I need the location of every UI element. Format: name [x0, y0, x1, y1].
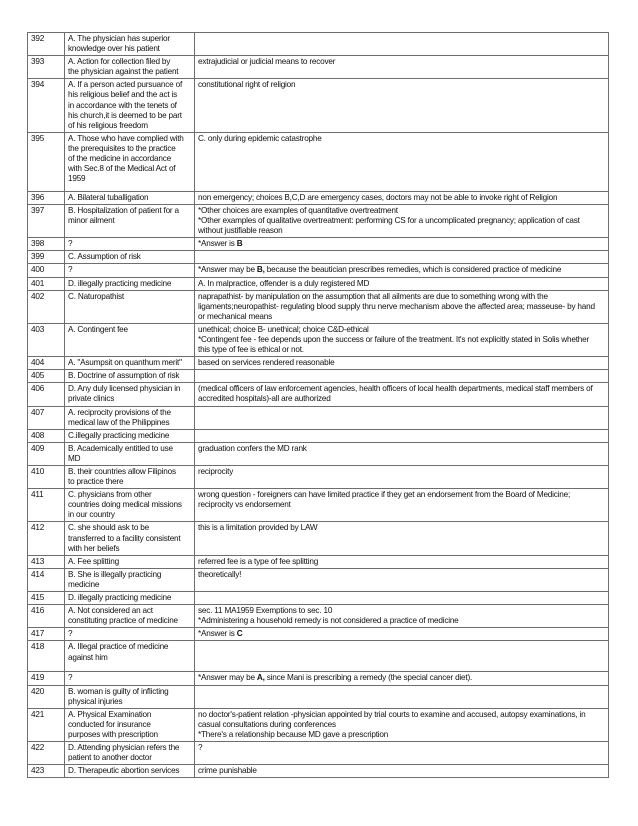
explanation-line: or mechanical means: [198, 311, 273, 321]
answer-choice: [65, 290, 195, 323]
explanation-line: graduation confers the MD rank: [198, 443, 307, 453]
answer-choice-line: constituting practice of medicine: [68, 616, 178, 626]
table-row: [28, 251, 609, 264]
answer-choice-line: private clinics: [68, 394, 115, 404]
explanation-line: constitutional right of religion: [198, 80, 296, 90]
explanation: [195, 429, 609, 442]
explanation: [195, 741, 609, 764]
explanation-line: C. only during epidemic catastrophe: [198, 133, 322, 143]
explanation-line: wrong question - foreigners can have limited practice if they get an endorsement from the Board of Medicine;: [198, 490, 571, 500]
explanation-line: ligaments;neuropathist- regulating blood supply thru nerve mechanism above the affected area; masseuse- by hand: [198, 301, 595, 311]
table-row: [28, 741, 609, 764]
answer-choice-line: A. Physical Examination: [68, 709, 152, 719]
answer-letter: B,: [256, 265, 265, 275]
answer-choice-line: D. Therapeutic abortion services: [68, 766, 180, 776]
explanation-text: *Answer is: [198, 629, 237, 639]
explanation: [195, 264, 609, 277]
explanation-line: *Contingent fee - fee depends upon the success or failure of the treatment. It's not explicitly stated in Solis whether: [198, 334, 590, 344]
question-number: 394: [28, 79, 65, 132]
question-number: 399: [28, 251, 65, 264]
answer-choice: [65, 741, 195, 764]
answer-choice: [65, 489, 195, 522]
table-row: [28, 466, 609, 489]
answer-letter: C: [236, 629, 243, 639]
explanation: [195, 672, 609, 685]
answer-choice-line: A. Illegal practice of medicine: [68, 642, 169, 652]
answer-choice-line: the prerequisites to the practice: [68, 143, 176, 153]
table-row: [28, 568, 609, 591]
question-number: 416: [28, 605, 65, 628]
answer-choice: [65, 685, 195, 708]
table-row: [28, 628, 609, 641]
answer-choice-line: D. Attending physician refers the: [68, 742, 180, 752]
answer-choice-line: A. reciprocity provisions of the: [68, 407, 171, 417]
answer-choice: [65, 592, 195, 605]
table-row: [28, 370, 609, 383]
explanation: [195, 765, 609, 778]
answer-choice-line: of the medicine in accordance: [68, 154, 171, 164]
answer-choice-line: B. Academically entitled to use: [68, 443, 173, 453]
answer-choice-line: A. Fee splitting: [68, 556, 119, 566]
answer-choice-line: A. Not considered an act: [68, 606, 153, 616]
table-row: [28, 323, 609, 356]
answer-choice-line: A. Action for collection filed by: [68, 57, 171, 67]
answer-choice-line: physical injuries: [68, 696, 123, 706]
answer-choice-line: his church,it is deemed to be part: [68, 110, 182, 120]
answer-choice-line: A. If a person acted pursuance of: [68, 80, 183, 90]
answer-choice-line: A. "Asumpsit on quanthum merit": [68, 358, 182, 368]
question-number: 401: [28, 277, 65, 290]
answer-choice: [65, 522, 195, 555]
answer-choice: [65, 132, 195, 191]
answer-choice-line: A. Those who have complied with: [68, 133, 184, 143]
answer-choice-line: D. illegally practicing medicine: [68, 278, 172, 288]
explanation-line: referred fee is a type of fee splitting: [198, 556, 319, 566]
explanation: [195, 555, 609, 568]
answer-choice-line: C. Assumption of risk: [68, 252, 141, 262]
question-number: 400: [28, 264, 65, 277]
question-number: 406: [28, 383, 65, 406]
question-number: 415: [28, 592, 65, 605]
question-number: 421: [28, 708, 65, 741]
explanation-line: extrajudicial or judicial means to recover: [198, 57, 336, 67]
question-number: 408: [28, 429, 65, 442]
answer-choice-line: against him: [68, 652, 108, 662]
table-row: [28, 765, 609, 778]
answer-choice: [65, 264, 195, 277]
question-number: 419: [28, 672, 65, 685]
question-number: 405: [28, 370, 65, 383]
explanation-line: [198, 265, 605, 275]
explanation: [195, 442, 609, 465]
explanation-line: *Administering a household remedy is not considered a practice of medicine: [198, 616, 459, 626]
explanation: [195, 406, 609, 429]
answer-choice-line: A. Contingent fee: [68, 324, 128, 334]
answer-choice: [65, 765, 195, 778]
table-row: [28, 429, 609, 442]
question-number: 393: [28, 56, 65, 79]
explanation: [195, 132, 609, 191]
explanation-line: sec. 11 MA1959 Exemptions to sec. 10: [198, 606, 333, 616]
explanation-line: without justifiable reason: [198, 226, 283, 236]
question-number: 411: [28, 489, 65, 522]
answer-choice-line: his religious belief and the act is: [68, 90, 178, 100]
table-row: [28, 605, 609, 628]
explanation: [195, 33, 609, 56]
explanation-line: [198, 629, 605, 639]
answer-choice-line: MD: [68, 453, 81, 463]
question-number: 407: [28, 406, 65, 429]
answer-choice: [65, 56, 195, 79]
question-number: 412: [28, 522, 65, 555]
answer-choice-line: with her beliefs: [68, 543, 120, 553]
answer-choice-line: with Sec.8 of the Medical Act of: [68, 164, 176, 174]
explanation-text: because the beautician prescribes remedies, which is considered practice of medicine: [264, 265, 562, 275]
answer-choice-line: the physician against the patient: [68, 67, 179, 77]
answer-choice: [65, 277, 195, 290]
answer-choice: [65, 429, 195, 442]
table-row: [28, 685, 609, 708]
question-number: 402: [28, 290, 65, 323]
answer-choice: [65, 442, 195, 465]
answer-choice-line: C. physicians from other: [68, 490, 152, 500]
explanation-line: (medical officers of law enforcement agencies, health officers of local health departments, medical staff members of: [198, 384, 593, 394]
explanation-text: *Answer may be: [198, 265, 257, 275]
explanation: [195, 383, 609, 406]
explanation-line: A. In malpractice, offender is a duly registered MD: [198, 278, 370, 288]
explanation: [195, 204, 609, 237]
answer-choice-line: D. illegally practicing medicine: [68, 593, 172, 603]
answer-letter: B: [236, 239, 243, 249]
answer-choice-line: transferred to a facility consistent: [68, 533, 181, 543]
answer-table-body: [28, 33, 609, 778]
table-row: [28, 489, 609, 522]
explanation: [195, 238, 609, 251]
explanation: [195, 191, 609, 204]
table-row: [28, 406, 609, 429]
explanation: [195, 522, 609, 555]
answer-choice-line: medicine: [68, 579, 100, 589]
explanation-line: this type of fee is ethical or not.: [198, 345, 304, 355]
answer-choice: [65, 204, 195, 237]
question-number: 392: [28, 33, 65, 56]
answer-choice: [65, 555, 195, 568]
answer-choice-line: knowledge over his patient: [68, 44, 160, 54]
question-number: 414: [28, 568, 65, 591]
explanation-line: crime punishable: [198, 766, 257, 776]
answer-choice-line: conducted for insurance: [68, 719, 151, 729]
explanation: [195, 641, 609, 672]
explanation-line: *Other choices are examples of quantitative overtreatment: [198, 205, 398, 215]
table-row: [28, 442, 609, 465]
answer-choice: [65, 568, 195, 591]
table-row: [28, 33, 609, 56]
answer-choice-line: A. Bilateral tuballigation: [68, 192, 149, 202]
explanation: [195, 592, 609, 605]
explanation-line: *Other examples of qualitative overtreatment: performing CS for a uncomplicated pregnancy; application of cast: [198, 216, 580, 226]
question-number: 398: [28, 238, 65, 251]
explanation-line: unethical; choice B- unethical; choice C&D-ethical: [198, 324, 369, 334]
explanation-line: accredited hospitals)-all are authorized: [198, 394, 331, 404]
table-row: [28, 56, 609, 79]
table-row: [28, 132, 609, 191]
question-number: 422: [28, 741, 65, 764]
table-row: [28, 357, 609, 370]
answer-choice-line: purposes with prescription: [68, 729, 158, 739]
question-number: 420: [28, 685, 65, 708]
question-number: 423: [28, 765, 65, 778]
answer-choice: [65, 641, 195, 672]
question-number: 418: [28, 641, 65, 672]
table-row: [28, 555, 609, 568]
explanation-text: since Mani is prescribing a remedy (the special cancer diet).: [264, 673, 473, 683]
explanation-line: ?: [198, 742, 203, 752]
explanation: [195, 370, 609, 383]
explanation: [195, 277, 609, 290]
table-row: [28, 383, 609, 406]
answer-choice: [65, 406, 195, 429]
table-row: [28, 522, 609, 555]
answer-choice-line: minor ailment: [68, 216, 115, 226]
question-number: 409: [28, 442, 65, 465]
answer-choice: [65, 605, 195, 628]
question-number: 396: [28, 191, 65, 204]
explanation-line: theoretically!: [198, 569, 242, 579]
question-number: 397: [28, 204, 65, 237]
question-number: 403: [28, 323, 65, 356]
answer-choice-line: B. woman is guilty of inflicting: [68, 686, 169, 696]
answer-choice-line: C.illegally practicing medicine: [68, 430, 170, 440]
explanation-line: based on services rendered reasonable: [198, 358, 335, 368]
answer-choice-line: ?: [68, 239, 73, 249]
explanation: [195, 708, 609, 741]
question-number: 413: [28, 555, 65, 568]
answer-choice-line: medical law of the Philippines: [68, 417, 170, 427]
answer-choice-line: patient to another doctor: [68, 753, 152, 763]
answer-choice-line: ?: [68, 265, 73, 275]
answer-choice: [65, 238, 195, 251]
table-row: [28, 708, 609, 741]
explanation: [195, 605, 609, 628]
question-number: 404: [28, 357, 65, 370]
table-row: [28, 592, 609, 605]
answer-choice-line: in our country: [68, 510, 115, 520]
answer-choice: [65, 370, 195, 383]
answer-choice-line: C. she should ask to be: [68, 523, 149, 533]
answer-choice-line: to practice there: [68, 477, 124, 487]
explanation: [195, 628, 609, 641]
explanation: [195, 357, 609, 370]
answer-choice-line: B. Doctrine of assumption of risk: [68, 371, 180, 381]
answer-choice-line: 1959: [68, 174, 86, 184]
answer-table: [27, 32, 609, 778]
answer-choice: [65, 357, 195, 370]
answer-choice: [65, 708, 195, 741]
explanation-line: [198, 673, 605, 683]
explanation: [195, 251, 609, 264]
table-row: [28, 204, 609, 237]
explanation-line: naprapathist- by manipulation on the assumption that all ailments are due to something wrong with the: [198, 291, 548, 301]
explanation: [195, 685, 609, 708]
answer-choice-line: in accordance with the tenets of: [68, 100, 177, 110]
answer-choice-line: A. The physician has superior: [68, 34, 170, 43]
answer-choice: [65, 79, 195, 132]
answer-choice: [65, 466, 195, 489]
explanation-text: *Answer may be: [198, 673, 257, 683]
explanation-line: casual consultations during conferences: [198, 719, 336, 729]
answer-choice-line: countries doing medical missions: [68, 500, 182, 510]
answer-choice-line: D. Any duly licensed physician in: [68, 384, 181, 394]
table-row: [28, 238, 609, 251]
question-number: 410: [28, 466, 65, 489]
answer-choice-line: ?: [68, 673, 73, 683]
question-number: 395: [28, 132, 65, 191]
answer-choice-line: ?: [68, 629, 73, 639]
explanation: [195, 489, 609, 522]
answer-choice: [65, 383, 195, 406]
answer-choice-line: B. She is illegally practicing: [68, 569, 162, 579]
explanation-text: *Answer is: [198, 239, 237, 249]
table-row: [28, 277, 609, 290]
explanation-line: this is a limitation provided by LAW: [198, 523, 318, 533]
table-row: [28, 641, 609, 672]
explanation: [195, 290, 609, 323]
explanation-line: *There's a relationship because MD gave a prescription: [198, 729, 389, 739]
explanation: [195, 568, 609, 591]
table-row: [28, 191, 609, 204]
table-row: [28, 264, 609, 277]
explanation-line: reciprocity: [198, 467, 234, 476]
table-row: [28, 79, 609, 132]
answer-choice: [65, 191, 195, 204]
answer-choice: [65, 672, 195, 685]
answer-choice-line: of his religious freedom: [68, 120, 148, 130]
explanation: [195, 466, 609, 489]
answer-choice-line: B. their countries allow Filipinos: [68, 467, 176, 476]
table-row: [28, 290, 609, 323]
explanation: [195, 56, 609, 79]
answer-choice: [65, 251, 195, 264]
explanation-line: [198, 239, 605, 249]
explanation: [195, 79, 609, 132]
table-row: [28, 672, 609, 685]
explanation-line: no doctor's-patient relation -physician appointed by trial courts to examine and accused, autopsy examinations, in: [198, 709, 586, 719]
answer-letter: A,: [256, 673, 265, 683]
answer-choice-line: C. Naturopathist: [68, 291, 124, 301]
answer-choice: [65, 33, 195, 56]
answer-choice: [65, 323, 195, 356]
explanation-line: reciprocity vs endorsement: [198, 500, 291, 510]
explanation-line: non emergency; choices B,C,D are emergency cases, doctors may not be able to invoke right of Religion: [198, 192, 558, 202]
question-number: 417: [28, 628, 65, 641]
answer-choice: [65, 628, 195, 641]
explanation: [195, 323, 609, 356]
answer-choice-line: B. Hospitalization of patient for a: [68, 205, 179, 215]
